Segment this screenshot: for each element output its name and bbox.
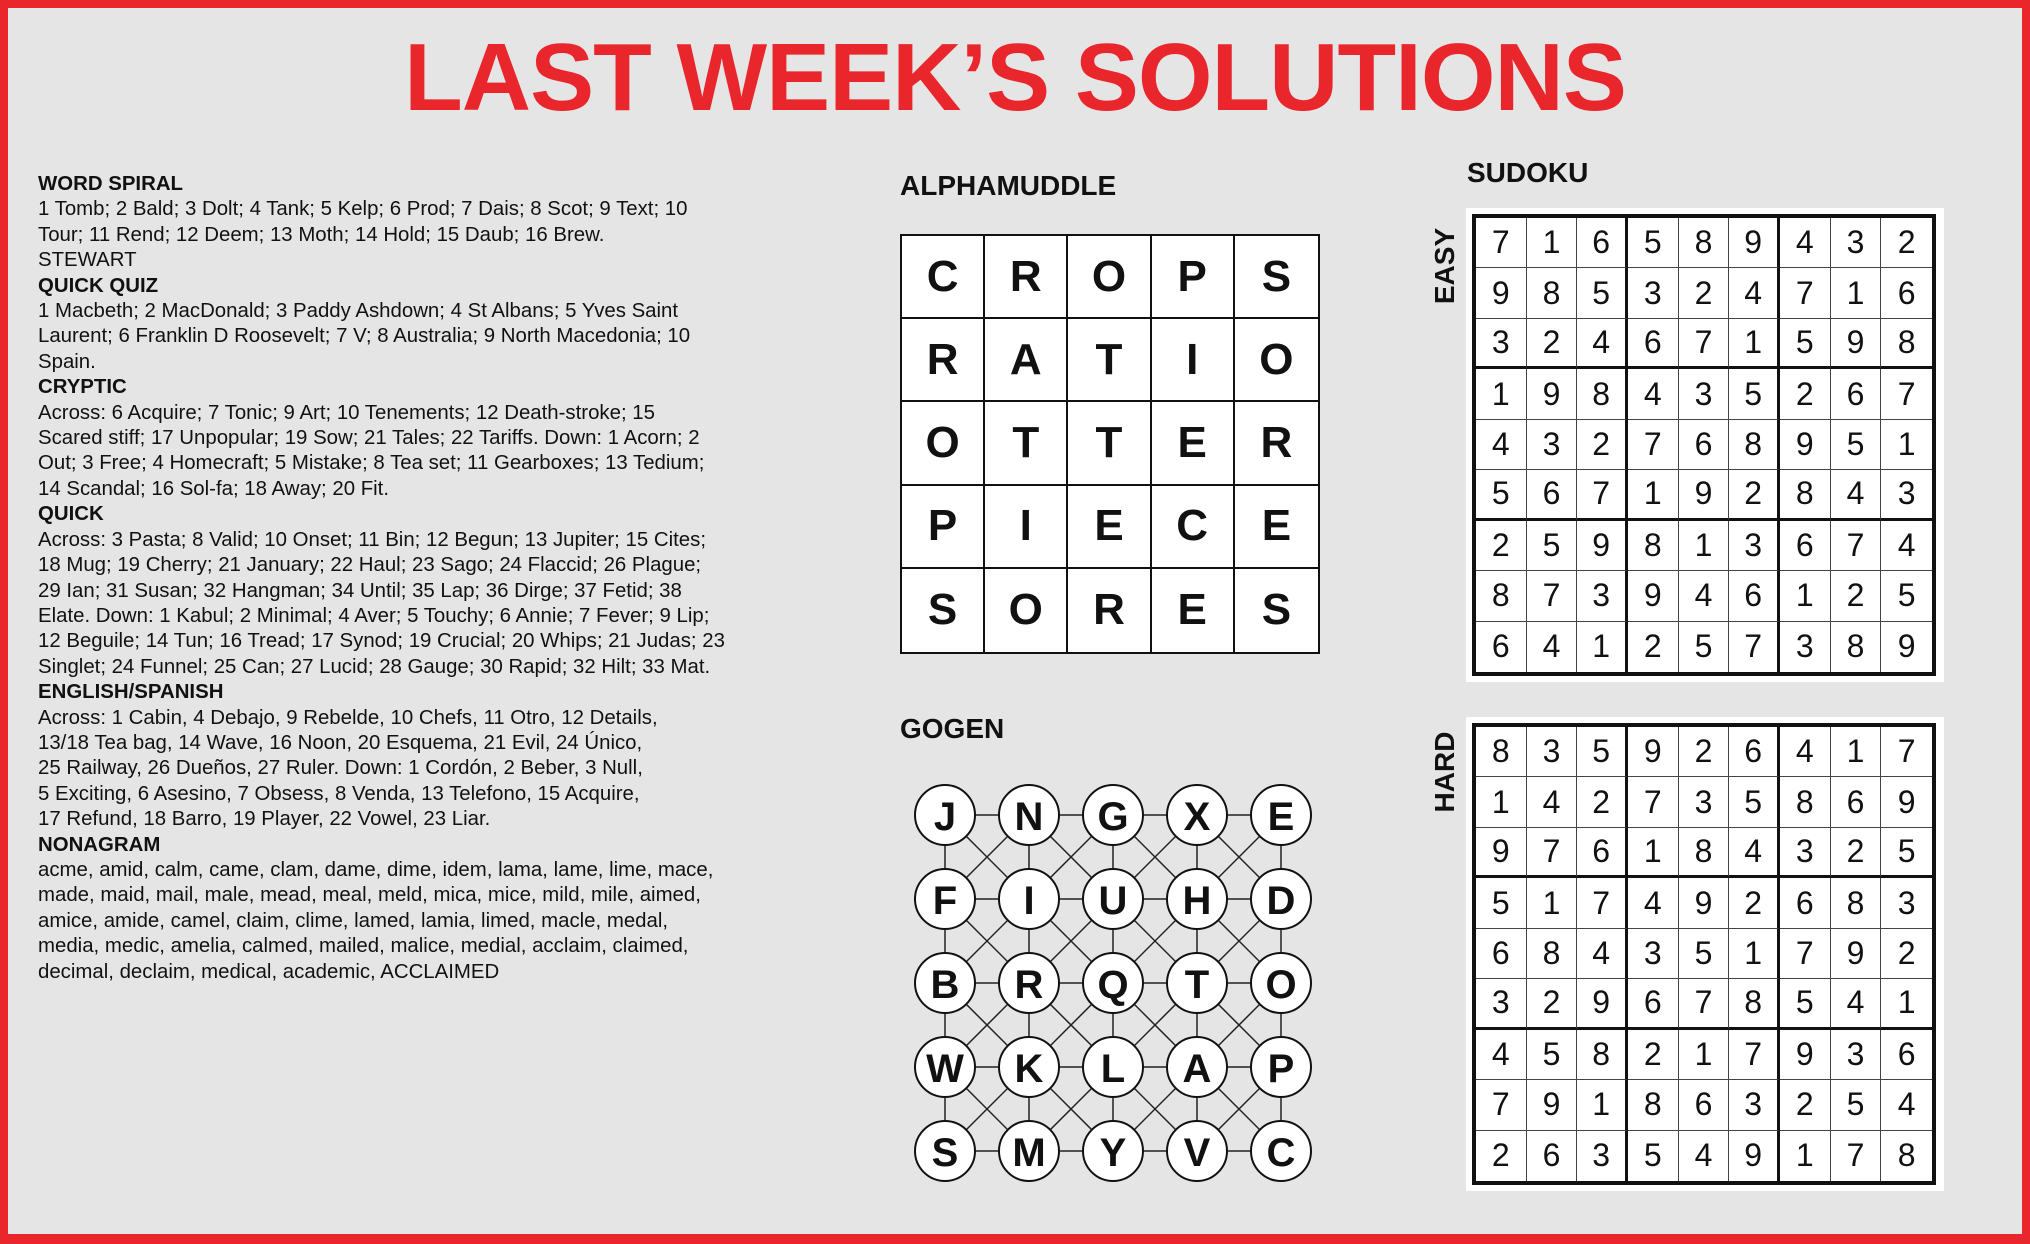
alphamuddle-cell: R	[1235, 402, 1318, 485]
sudoku-hard-cell: 6	[1628, 979, 1679, 1029]
sudoku-hard-cell: 5	[1780, 979, 1831, 1029]
sudoku-easy-cell: 3	[1679, 369, 1730, 419]
gogen-letter: F	[932, 879, 958, 923]
sudoku-hard-cell: 3	[1729, 1080, 1780, 1130]
alphamuddle-cell: S	[1235, 236, 1318, 319]
section-heading: NONAGRAM	[38, 833, 161, 856]
sudoku-easy-cell: 9	[1780, 420, 1831, 470]
sudoku-hard-cell: 1	[1577, 1080, 1628, 1130]
alphamuddle-cell: A	[985, 319, 1068, 402]
sudoku-easy-cell: 4	[1527, 622, 1578, 672]
sudoku-easy-cell: 3	[1729, 521, 1780, 571]
sudoku-easy-cell: 6	[1476, 622, 1527, 672]
sudoku-easy-cell: 6	[1577, 218, 1628, 268]
sudoku-easy-cell: 3	[1831, 218, 1882, 268]
sudoku-easy-cell: 3	[1881, 470, 1932, 520]
alphamuddle-cell: C	[902, 236, 985, 319]
sudoku-hard-cell: 7	[1881, 727, 1932, 777]
sudoku-easy-cell: 7	[1729, 622, 1780, 672]
alphamuddle-cell: I	[985, 486, 1068, 569]
sudoku-hard-cell: 8	[1476, 727, 1527, 777]
sudoku-hard-cell: 7	[1780, 929, 1831, 979]
sudoku-hard-cell: 8	[1780, 777, 1831, 827]
sudoku-easy-cell: 5	[1577, 268, 1628, 318]
sudoku-hard-cell: 1	[1527, 878, 1578, 928]
gogen-grid	[900, 770, 1320, 1190]
gogen-letter: S	[931, 1131, 959, 1175]
alphamuddle-label: ALPHAMUDDLE	[900, 170, 1117, 201]
sudoku-hard-cell: 7	[1628, 777, 1679, 827]
sudoku-easy-cell: 8	[1780, 470, 1831, 520]
gogen-letter: B	[930, 963, 960, 1007]
alphamuddle-cell: E	[1152, 569, 1235, 652]
sudoku-easy-cell: 4	[1831, 470, 1882, 520]
section-body: acme, amid, calm, came, clam, dame, dime, idem, lama, lame, lime, mace, made, maid, mail, male, mead, meal, meld, mica, mice, mild, mile, aimed, amice, amide, camel, claim, clime, lamed, lamia, limed, macle, medal, media, medic, amelia, calmed, mailed, malice, medial, acclaim, claimed, decimal, declaim, medical, academic, ACCLAIMED	[38, 858, 714, 983]
sudoku-easy-cell: 4	[1729, 268, 1780, 318]
sudoku-easy-cell: 5	[1780, 319, 1831, 369]
sudoku-hard-cell: 4	[1729, 828, 1780, 878]
sudoku-easy-cell: 7	[1476, 218, 1527, 268]
sudoku-easy-cell: 5	[1729, 369, 1780, 419]
sudoku-easy-cell: 9	[1476, 268, 1527, 318]
sudoku-easy-cell: 8	[1527, 268, 1578, 318]
sudoku-hard-cell: 9	[1831, 929, 1882, 979]
sudoku-easy-cell: 2	[1577, 420, 1628, 470]
sudoku-easy-cell: 9	[1577, 521, 1628, 571]
page-title: LAST WEEK’S SOLUTIONS	[404, 24, 1626, 131]
sudoku-hard-cell: 5	[1679, 929, 1730, 979]
gogen-letter: O	[1265, 963, 1297, 1007]
gogen-letter: U	[1098, 879, 1128, 923]
sudoku-easy-cell: 5	[1527, 521, 1578, 571]
alphamuddle-cell: R	[985, 236, 1068, 319]
sudoku-easy-cell: 5	[1831, 420, 1882, 470]
sudoku-hard-cell: 9	[1476, 828, 1527, 878]
gogen-letter: C	[1266, 1131, 1296, 1175]
sudoku-hard-cell: 1	[1628, 828, 1679, 878]
gogen-letter: K	[1014, 1047, 1044, 1091]
sudoku-hard-cell: 6	[1780, 878, 1831, 928]
sudoku-hard-cell: 5	[1729, 777, 1780, 827]
sudoku-hard	[1466, 717, 1944, 1191]
gogen-letter: A	[1182, 1047, 1212, 1091]
sudoku-easy-cell: 1	[1577, 622, 1628, 672]
sudoku-hard-cell: 3	[1527, 727, 1578, 777]
sudoku-hard-cell: 7	[1679, 979, 1730, 1029]
sudoku-hard-cell: 4	[1476, 1030, 1527, 1080]
sudoku-hard-label: HARD	[1429, 731, 1460, 813]
sudoku-easy-cell: 9	[1679, 470, 1730, 520]
sudoku-easy-cell: 2	[1729, 470, 1780, 520]
sudoku-hard-cell: 5	[1881, 828, 1932, 878]
sudoku-hard-cell: 2	[1780, 1080, 1831, 1130]
alphamuddle-cell: E	[1068, 486, 1151, 569]
sudoku-hard-cell: 7	[1831, 1131, 1882, 1181]
sudoku-hard-cell: 3	[1831, 1030, 1882, 1080]
sudoku-hard-cell: 6	[1881, 1030, 1932, 1080]
sudoku-easy-cell: 2	[1628, 622, 1679, 672]
gogen-letter: G	[1097, 795, 1129, 839]
sudoku-easy-cell: 4	[1476, 420, 1527, 470]
gogen-letter: R	[1014, 963, 1044, 1007]
sudoku-easy-cell: 5	[1628, 218, 1679, 268]
sudoku-easy-cell: 1	[1729, 319, 1780, 369]
sudoku-hard-cell: 8	[1679, 828, 1730, 878]
sudoku-hard-cell: 3	[1476, 979, 1527, 1029]
alphamuddle-cell: O	[1068, 236, 1151, 319]
sudoku-hard-cell: 2	[1881, 929, 1932, 979]
sudoku-easy-cell: 2	[1881, 218, 1932, 268]
sudoku-easy-cell: 4	[1780, 218, 1831, 268]
sudoku-hard-cell: 4	[1780, 727, 1831, 777]
sudoku-hard-cell: 7	[1476, 1080, 1527, 1130]
sudoku-hard-cell: 2	[1831, 828, 1882, 878]
alphamuddle-cell: C	[1152, 486, 1235, 569]
section-heading: WORD SPIRAL	[38, 173, 183, 195]
alphamuddle-cell: O	[1235, 319, 1318, 402]
sudoku-hard-cell: 6	[1527, 1131, 1578, 1181]
sudoku-easy-cell: 2	[1780, 369, 1831, 419]
sudoku-hard-cell: 2	[1476, 1131, 1527, 1181]
sudoku-hard-cell: 5	[1628, 1131, 1679, 1181]
sudoku-hard-cell: 4	[1881, 1080, 1932, 1130]
sudoku-easy-cell: 2	[1476, 521, 1527, 571]
gogen-letter: Q	[1097, 963, 1129, 1007]
gogen-letter: H	[1182, 879, 1212, 923]
gogen-label: GOGEN	[900, 713, 1005, 744]
sudoku-hard-cell: 5	[1577, 727, 1628, 777]
section-body: 1 Tomb; 2 Bald; 3 Dolt; 4 Tank; 5 Kelp; 6 Prod; 7 Dais; 8 Scot; 9 Text; 10 Tour; 11 Rend; 12 Deem; 13 Moth; 14 Hold; 15 Daub; 16 Brew. STEWART	[38, 198, 688, 272]
sudoku-hard-cell: 3	[1679, 777, 1730, 827]
sudoku-hard-cell: 1	[1476, 777, 1527, 827]
sudoku-easy-cell: 9	[1729, 218, 1780, 268]
sudoku-easy-cell: 6	[1679, 420, 1730, 470]
section-body: Across: 6 Acquire; 7 Tonic; 9 Art; 10 Tenements; 12 Death-stroke; 15 Scared stiff; 17 Unpopular; 19 Sow; 21 Tales; 22 Tariffs. Down: 1 Acorn; 2 Out; 3 Free; 4 Homecraft; 5 Mistake; 8 Tea set; 11 Gearboxes; 13 Tedium; 14 Scandal; 16 Sol-fa; 18 Away; 20 Fit.	[38, 401, 705, 500]
sudoku-easy-cell: 7	[1780, 268, 1831, 318]
section-body: Across: 1 Cabin, 4 Debajo, 9 Rebelde, 10 Chefs, 11 Otro, 12 Details, 13/18 Tea bag, 14 Wave, 16 Noon, 20 Esquema, 21 Evil, 24 Único, 25 Railway, 26 Dueños, 27 Ruler. Down: 1 Cordón, 2 Beber, 3 Null, 5 Exciting, 6 Asesino, 7 Obsess, 8 Venda, 13 Telefono, 15 Acquire, 17 Refund, 18 Barro, 19 Player, 22 Vowel, 23 Liar.	[38, 706, 658, 831]
sudoku-easy-cell: 3	[1527, 420, 1578, 470]
sudoku-hard-cell: 4	[1679, 1131, 1730, 1181]
sudoku-hard-cell: 2	[1577, 777, 1628, 827]
sudoku-easy-cell: 5	[1881, 571, 1932, 621]
sudoku-hard-cell: 3	[1780, 828, 1831, 878]
sudoku-hard-cell: 8	[1628, 1080, 1679, 1130]
sudoku-easy-cell: 1	[1780, 571, 1831, 621]
sudoku-easy-cell: 5	[1476, 470, 1527, 520]
sudoku-hard-cell: 7	[1577, 878, 1628, 928]
sudoku-easy-cell: 6	[1729, 571, 1780, 621]
alphamuddle-cell: I	[1152, 319, 1235, 402]
sudoku-hard-cell: 9	[1527, 1080, 1578, 1130]
sudoku-easy-cell: 2	[1679, 268, 1730, 318]
sudoku-hard-cell: 9	[1881, 777, 1932, 827]
sudoku-hard-cell: 1	[1881, 979, 1932, 1029]
sudoku-easy-cell: 2	[1527, 319, 1578, 369]
sudoku-easy-cell: 1	[1679, 521, 1730, 571]
alphamuddle-cell: S	[1261, 585, 1292, 635]
gogen-letter: P	[1267, 1047, 1295, 1091]
sudoku-easy-cell: 8	[1476, 571, 1527, 621]
alphamuddle-cell: T	[1068, 402, 1151, 485]
sudoku-easy-cell: 6	[1628, 319, 1679, 369]
sudoku-hard-cell: 7	[1729, 1030, 1780, 1080]
alphamuddle-cell: E	[1235, 486, 1318, 569]
sudoku-hard-cell: 4	[1831, 979, 1882, 1029]
sudoku-easy-cell: 3	[1780, 622, 1831, 672]
sudoku-hard-cell: 6	[1577, 828, 1628, 878]
section-body: 1 Macbeth; 2 MacDonald; 3 Paddy Ashdown; 4 St Albans; 5 Yves Saint Laurent; 6 Franklin D Roosevelt; 7 V; 8 Australia; 9 North Macedonia; 10 Spain.	[38, 300, 691, 373]
alphamuddle-cell: S	[902, 569, 985, 652]
sudoku-hard-cell: 2	[1527, 979, 1578, 1029]
sudoku-hard-cell: 1	[1729, 929, 1780, 979]
section-heading: CRYPTIC	[38, 376, 127, 399]
sudoku-hard-cell: 2	[1679, 727, 1730, 777]
sudoku-hard-cell: 2	[1628, 1030, 1679, 1080]
sudoku-easy-cell: 6	[1527, 470, 1578, 520]
sudoku-hard-cell: 8	[1729, 979, 1780, 1029]
sudoku-easy-cell: 8	[1577, 369, 1628, 419]
sudoku-hard-cell: 1	[1780, 1131, 1831, 1181]
sudoku-easy-cell: 3	[1577, 571, 1628, 621]
sudoku-easy-cell: 1	[1881, 420, 1932, 470]
sudoku-hard-cell: 9	[1577, 979, 1628, 1029]
section-heading: ENGLISH/SPANISH	[38, 681, 224, 704]
alphamuddle-cell: O	[902, 402, 985, 485]
sudoku-easy-cell: 8	[1628, 521, 1679, 571]
sudoku-easy-cell: 6	[1831, 369, 1882, 419]
sudoku-easy-cell: 1	[1831, 268, 1882, 318]
sudoku-easy-cell: 6	[1881, 268, 1932, 318]
sudoku-easy-cell: 7	[1831, 521, 1882, 571]
alphamuddle-cell: R	[902, 319, 985, 402]
alphamuddle-grid	[900, 234, 1320, 654]
sudoku-easy-cell: 4	[1881, 521, 1932, 571]
gogen-letter: W	[926, 1047, 964, 1091]
sudoku-hard-cell: 6	[1831, 777, 1882, 827]
sudoku-hard-cell: 9	[1628, 727, 1679, 777]
gogen-letter: N	[1014, 795, 1044, 839]
section-heading: QUICK QUIZ	[38, 274, 159, 297]
sudoku-hard-cell: 8	[1527, 929, 1578, 979]
gogen-letter: T	[1184, 963, 1210, 1007]
gogen-letter: M	[1012, 1131, 1046, 1175]
sudoku-easy-cell: 4	[1679, 571, 1730, 621]
sudoku-easy-cell: 7	[1527, 571, 1578, 621]
alphamuddle-cell: T	[1068, 319, 1151, 402]
sudoku-easy-cell: 5	[1679, 622, 1730, 672]
sudoku-easy-cell: 8	[1881, 319, 1932, 369]
sudoku-hard-cell: 9	[1729, 1131, 1780, 1181]
section-body: Across: 3 Pasta; 8 Valid; 10 Onset; 11 Bin; 12 Begun; 13 Jupiter; 15 Cites; 18 Mug; 19 Cherry; 21 January; 22 Haul; 23 Sago; 24 Flaccid; 26 Plague; 29 Ian; 31 Susan; 32 Hangman; 34 Until; 35 Lap; 36 Dirge; 37 Fetid; 38 Elate. Down: 1 Kabul; 2 Minimal; 4 Aver; 5 Touchy; 6 Annie; 7 Fever; 9 Lip; 12 Beguile; 14 Tun; 16 Tread; 17 Synod; 19 Crucial; 20 Whips; 21 Judas; 23 Singlet; 24 Funnel; 25 Can; 27 Lucid; 28 Gauge; 30 Rapid; 32 Hilt; 33 Mat.	[38, 528, 725, 678]
sudoku-hard-cell: 9	[1780, 1030, 1831, 1080]
sudoku-easy-cell: 7	[1577, 470, 1628, 520]
sudoku-hard-cell: 5	[1527, 1030, 1578, 1080]
sudoku-hard-cell: 3	[1881, 878, 1932, 928]
gogen-letter: X	[1183, 795, 1211, 839]
sudoku-easy-cell: 8	[1729, 420, 1780, 470]
alphamuddle-cell: E	[1152, 402, 1235, 485]
sudoku-hard-cell: 8	[1577, 1030, 1628, 1080]
alphamuddle-cell: R	[1068, 569, 1151, 652]
sudoku-label: SUDOKU	[1467, 157, 1589, 188]
sudoku-hard-cell: 7	[1527, 828, 1578, 878]
sudoku-hard-cell: 3	[1577, 1131, 1628, 1181]
solutions-text-column	[38, 172, 808, 985]
alphamuddle-cell: O	[985, 569, 1068, 652]
sudoku-easy-cell: 8	[1679, 218, 1730, 268]
sudoku-easy-cell: 9	[1897, 628, 1916, 665]
sudoku-easy-cell: 7	[1881, 369, 1932, 419]
sudoku-easy-cell: 4	[1577, 319, 1628, 369]
sudoku-easy	[1466, 208, 1944, 682]
alphamuddle-cell: P	[1152, 236, 1235, 319]
gogen-letter: V	[1183, 1131, 1211, 1175]
sudoku-easy-cell: 3	[1476, 319, 1527, 369]
gogen-letter: L	[1100, 1047, 1126, 1091]
gogen-letter: J	[933, 795, 957, 839]
sudoku-hard-cell: 5	[1831, 1080, 1882, 1130]
sudoku-hard-cell: 4	[1577, 929, 1628, 979]
sudoku-hard-cell: 3	[1628, 929, 1679, 979]
sudoku-easy-cell: 9	[1527, 369, 1578, 419]
sudoku-easy-cell: 1	[1527, 218, 1578, 268]
sudoku-easy-cell: 3	[1628, 268, 1679, 318]
sudoku-easy-cell: 9	[1831, 319, 1882, 369]
alphamuddle-cell: T	[985, 402, 1068, 485]
sudoku-hard-cell: 6	[1679, 1080, 1730, 1130]
sudoku-hard-cell: 8	[1897, 1137, 1916, 1174]
sudoku-hard-cell: 1	[1679, 1030, 1730, 1080]
sudoku-easy-cell: 7	[1679, 319, 1730, 369]
sudoku-easy-cell: 7	[1628, 420, 1679, 470]
gogen-letter: I	[1023, 879, 1035, 923]
sudoku-hard-cell: 6	[1729, 727, 1780, 777]
gogen-letter: E	[1267, 795, 1295, 839]
sudoku-hard-cell: 9	[1679, 878, 1730, 928]
sudoku-easy-label: EASY	[1429, 227, 1460, 305]
sudoku-easy-cell: 8	[1831, 622, 1882, 672]
sudoku-hard-cell: 1	[1831, 727, 1882, 777]
sudoku-easy-cell: 4	[1628, 369, 1679, 419]
sudoku-easy-cell: 2	[1831, 571, 1882, 621]
alphamuddle-cell: P	[902, 486, 985, 569]
sudoku-hard-cell: 2	[1729, 878, 1780, 928]
sudoku-hard-cell: 6	[1476, 929, 1527, 979]
sudoku-hard-cell: 8	[1831, 878, 1882, 928]
section-heading: QUICK	[38, 503, 104, 526]
sudoku-hard-cell: 4	[1628, 878, 1679, 928]
gogen-letter: Y	[1099, 1131, 1127, 1175]
sudoku-easy-cell: 1	[1628, 470, 1679, 520]
gogen-letter: D	[1266, 879, 1296, 923]
sudoku-easy-cell: 6	[1780, 521, 1831, 571]
sudoku-easy-cell: 1	[1476, 369, 1527, 419]
sudoku-hard-cell: 4	[1527, 777, 1578, 827]
sudoku-hard-cell: 5	[1476, 878, 1527, 928]
sudoku-easy-cell: 9	[1628, 571, 1679, 621]
